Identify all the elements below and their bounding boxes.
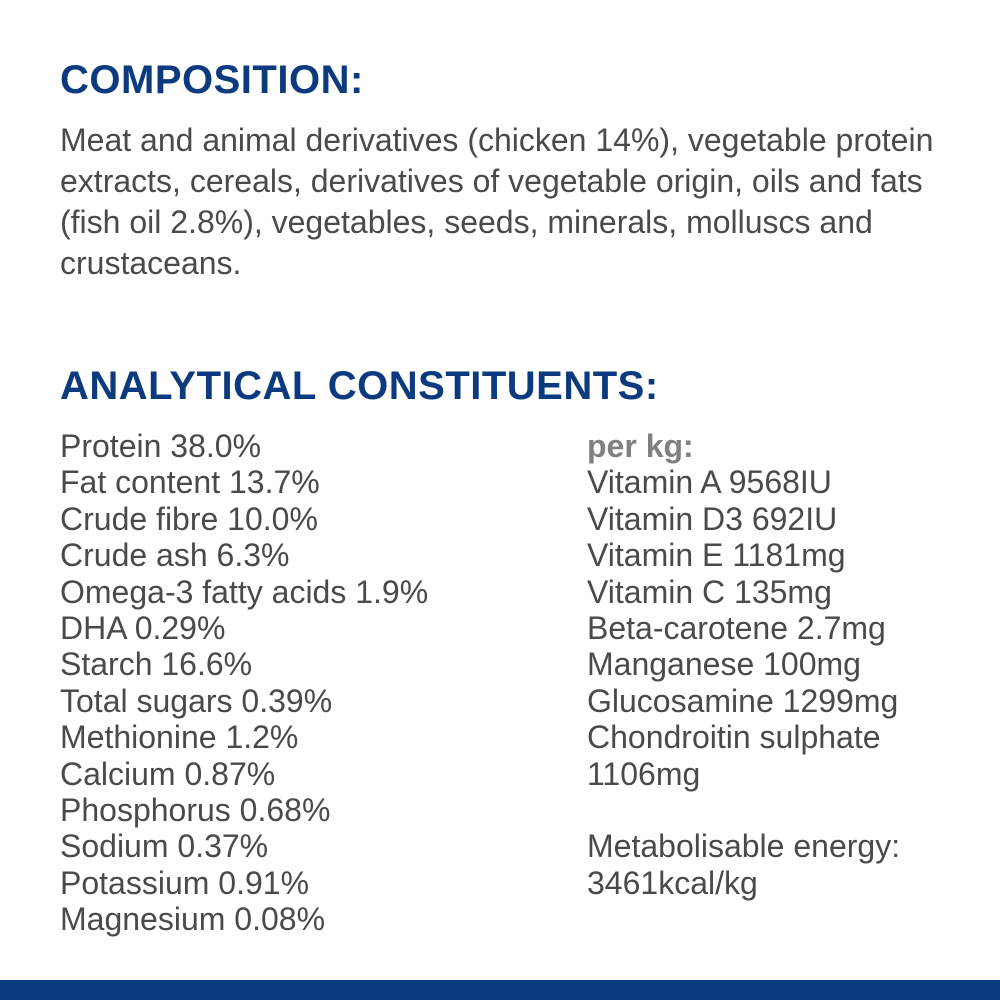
energy-label: Metabolisable energy: [587, 828, 901, 865]
constituent-item: Magnesium 0.08% [60, 901, 326, 938]
constituent-item: Total sugars 0.39% [60, 682, 333, 719]
composition-heading: COMPOSITION: [60, 58, 364, 102]
constituent-item: Sodium 0.37% [60, 828, 269, 865]
additive-item: Vitamin C 135mg [587, 573, 832, 610]
constituent-item: Protein 38.0% [60, 428, 262, 464]
constituent-item: Starch 16.6% [60, 646, 253, 683]
constituent-item: Omega-3 fatty acids 1.9% [60, 573, 429, 610]
constituents-left-list [60, 428, 428, 938]
additive-item: Chondroitin sulphate 1106mg [587, 719, 881, 792]
per-kg-label: per kg: [587, 428, 694, 464]
additive-item: Manganese 100mg [587, 646, 861, 683]
additive-item: Glucosamine 1299mg [587, 682, 899, 719]
constituent-item: Calcium 0.87% [60, 755, 276, 792]
energy-value: 3461kcal/kg [587, 864, 758, 901]
constituent-item: DHA 0.29% [60, 610, 226, 647]
analytical-constituents-heading: ANALYTICAL CONSTITUENTS: [60, 364, 659, 408]
constituent-item: Crude fibre 10.0% [60, 500, 318, 537]
constituent-item: Phosphorus 0.68% [60, 792, 331, 829]
composition-text: Meat and animal derivatives (chicken 14%), vegetable protein extracts, cereals, derivatives of vegetable origin, oils and fats (fish oil 2.8%), vegetables, seeds, minerals, molluscs and crustaceans. [60, 122, 934, 281]
bottom-brand-bar [0, 980, 1000, 1000]
additive-item: Beta-carotene 2.7mg [587, 610, 886, 647]
constituent-item: Potassium 0.91% [60, 864, 310, 901]
constituents-right-list [587, 428, 987, 901]
additive-item: Vitamin A 9568IU [587, 464, 832, 501]
constituent-item: Methionine 1.2% [60, 719, 299, 756]
constituent-item: Fat content 13.7% [60, 464, 320, 501]
additive-item: Vitamin D3 692IU [587, 500, 838, 537]
list-spacer [587, 792, 987, 828]
additive-item: Vitamin E 1181mg [587, 537, 846, 574]
constituent-item: Crude ash 6.3% [60, 537, 290, 574]
